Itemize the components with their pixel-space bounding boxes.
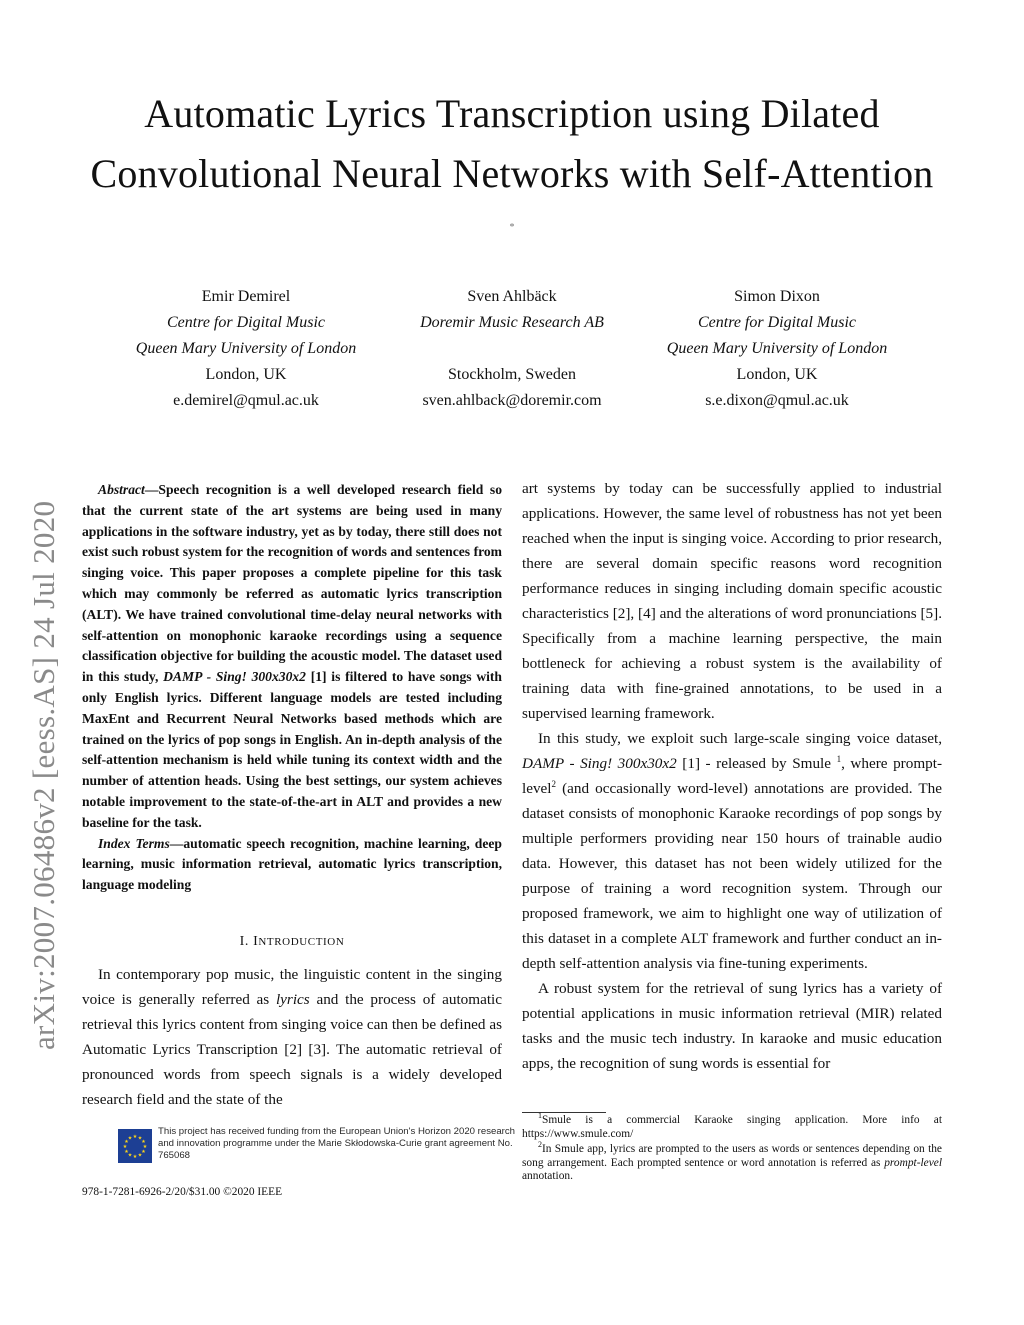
- dataset-name: DAMP - Sing! 300x30x2: [522, 755, 677, 772]
- footnote-rule: [522, 1112, 606, 1113]
- right-column-text: [522, 476, 942, 1076]
- author-email: sven.ahlback@doremir.com: [422, 392, 602, 409]
- paragraph-3: A robust system for the retrieval of sung lyrics has a variety of potential applications in music information retrieval (MIR) related tasks and the music tech industry. In karaoke and music education apps, the recognition of sung words is essential for: [522, 980, 942, 1072]
- title-footnote-mark: *: [509, 222, 515, 233]
- author-email: e.demirel@qmul.ac.uk: [173, 392, 319, 409]
- svg-text:★: ★: [141, 1149, 146, 1155]
- svg-text:★: ★: [132, 1134, 138, 1140]
- author-name: Emir Demirel: [201, 288, 291, 305]
- paragraph-1: art systems by today can be successfully applied to industrial applications. However, the same level of robustness has not yet been reached when the input is singing voice. According to prior research, there are several domain specific reasons word recognition performance reduces in singing including domain specific acoustic characteristics [2], [4] and the alterations of word pronunciations [5]. Specifically from a machine learning perspective, the main bottleneck for achieving a robust system is the availability of training data with fine-grained annotations, to be used in a supervised learning framework.: [522, 480, 942, 722]
- svg-text:★: ★: [137, 1152, 143, 1159]
- title-line-1: Automatic Lyrics Transcription using Dilated: [144, 91, 880, 136]
- author-city: Stockholm, Sweden: [448, 366, 576, 383]
- eu-flag-icon: [118, 1129, 152, 1163]
- svg-text:★: ★: [141, 1139, 146, 1145]
- abstract-text-cont: [1] is filtered to have songs with only English lyrics. Different language models are tested including MaxEnt and Recurrent Neural Networks based methods which are trained on the lyrics of pop songs in English. An in-depth analysis of the self-attention mechanism is held while tuning its context width and the number of attention heads. Using the best settings, our system achieves notable improvement to the state-of-the-art in ALT and provides a new baseline for the task.: [82, 669, 502, 830]
- author-affiliation: Centre for Digital Music: [697, 314, 857, 331]
- author-city: London, UK: [205, 366, 287, 383]
- svg-text:★: ★: [124, 1139, 129, 1145]
- svg-text:★: ★: [124, 1149, 129, 1155]
- svg-text:★: ★: [142, 1144, 148, 1150]
- arxiv-identifier: arXiv:2007.06486v2 [eess.AS] 24 Jul 2020: [26, 500, 61, 1050]
- author-block-2: [362, 284, 662, 414]
- section-heading-introduction: I. INTRODUCTION: [239, 934, 345, 949]
- svg-text:★: ★: [137, 1135, 143, 1142]
- eu-funding-text: This project has received funding from the European Union's Horizon 2020 research and innovation programme under the Marie Skłodowska-Curie grant agreement No. 765068: [158, 1126, 515, 1161]
- footnote-ref-1[interactable]: 1: [836, 753, 842, 764]
- lyrics-term: lyrics: [275, 991, 310, 1008]
- author-affiliation: Centre for Digital Music: [166, 314, 326, 331]
- abstract-text: Speech recognition is a well developed research field so that the current state of the art systems are being used in many applications in the software industry, yet as by today, there still does not exist such robust system for the recognition of words and sentences from singing voice. This paper proposes a complete pipeline for this task which may commonly be referred as automatic lyrics transcription (ALT). We have trained convolutional time-delay neural networks with self-attention on monophonic karaoke recordings using a sequence classification objective for building the acoustic model. The dataset used in this study,: [82, 482, 502, 685]
- author-institution: Queen Mary University of London: [135, 340, 357, 357]
- abstract: Abstract—Speech recognition is a well developed research field so that the current state of the art systems are being used in many applications in the software industry, yet as by today, there still does not exist such robust system for the recognition of words and sentences from singing voice. This paper proposes a complete pipeline for this task which may commonly be referred as automatic lyrics transcription (ALT). We have trained convolutional time-delay neural networks with self-attention on monophonic karaoke recordings using a sequence classification objective for building the acoustic model. The dataset used in this study, DAMP - Sing! 300x30x2 [1] is filtered to have songs with only English lyrics. Different language models are tested including MaxEnt and Recurrent Neural Networks based methods which are trained on the lyrics of pop songs in English. An in-depth analysis of the self-attention mechanism is held while tuning its context width and the number of attention heads. Using the best settings, our system achieves notable improvement to the state-of-the-art in ALT and provides a new baseline for the task. Index Terms—automatic speech recognition, machine learning, deep learning, music information retrieval, automatic lyrics transcription, language modeling: [82, 482, 502, 893]
- index-terms-label: Index Terms: [98, 835, 170, 851]
- footnotes: [522, 1111, 942, 1186]
- paragraph-2: In this study, we exploit such large-scale singing voice dataset, DAMP - Sing! 300x30x2 [1] - released by Smule $^1$, where prompt-level$^2$ (and occasionally word-level) annotations are provided. The dataset consists of monophonic Karaoke recordings of pop songs by multiple performers providing near 150 hours of trainable audio data. However, this dataset has not been widely utilized for the purpose of training a word recognition system. Through our proposed framework, we aim to highlight one way of utilization of this dataset in a complete ALT framework and further conduct an in-depth self-attention analysis via fine-tuning experiments.: [522, 730, 943, 972]
- svg-text:★: ★: [132, 1154, 138, 1160]
- eu-funding-notice: [118, 1126, 518, 1166]
- footnote-ref-2[interactable]: 2: [551, 778, 557, 789]
- paper-title: [60, 84, 964, 204]
- author-name: Sven Ahlbäck: [467, 288, 557, 305]
- author-affiliation: Doremir Music Research AB: [420, 314, 604, 331]
- footnote-1: $^1$Smule is a commercial Karaoke singing application. More info at https://www.smule.com/: [522, 1111, 942, 1140]
- abstract-label: Abstract: [98, 482, 145, 497]
- copyright-line: 978-1-7281-6926-2/20/$31.00 ©2020 IEEE: [82, 1186, 283, 1198]
- introduction-paragraph: In contemporary pop music, the linguistic content in the singing voice is generally referred as lyrics and the process of automatic retrieval this lyrics content from singing voice can then be defined as Automatic Lyrics Transcription [2] [3]. The automatic retrieval of pronounced words from speech signals is a widely developed research field and the state of the: [82, 966, 502, 1108]
- author-name: Simon Dixon: [734, 288, 820, 305]
- author-block-1: [96, 284, 396, 414]
- index-terms: automatic speech recognition, machine learning, deep learning, music information retrieval, automatic lyrics transcription, language modeling: [82, 835, 502, 893]
- svg-text:★: ★: [127, 1152, 133, 1159]
- author-block-3: [627, 284, 927, 414]
- title-line-2: Convolutional Neural Networks with Self-Attention: [90, 151, 934, 196]
- author-institution: Queen Mary University of London: [666, 340, 888, 357]
- author-institution: [362, 336, 662, 362]
- footnote-2: $^2$In Smule app, lyrics are prompted to the users as words or sentences depending on the song arrangement. Each prompted sentence or word annotation is referred as prompt-level annotation.: [522, 1140, 942, 1182]
- author-email: s.e.dixon@qmul.ac.uk: [705, 392, 849, 409]
- dataset-name: DAMP - Sing! 300x30x2: [163, 669, 306, 685]
- svg-text:★: ★: [127, 1135, 133, 1142]
- svg-text:★: ★: [122, 1144, 128, 1150]
- author-city: London, UK: [736, 366, 818, 383]
